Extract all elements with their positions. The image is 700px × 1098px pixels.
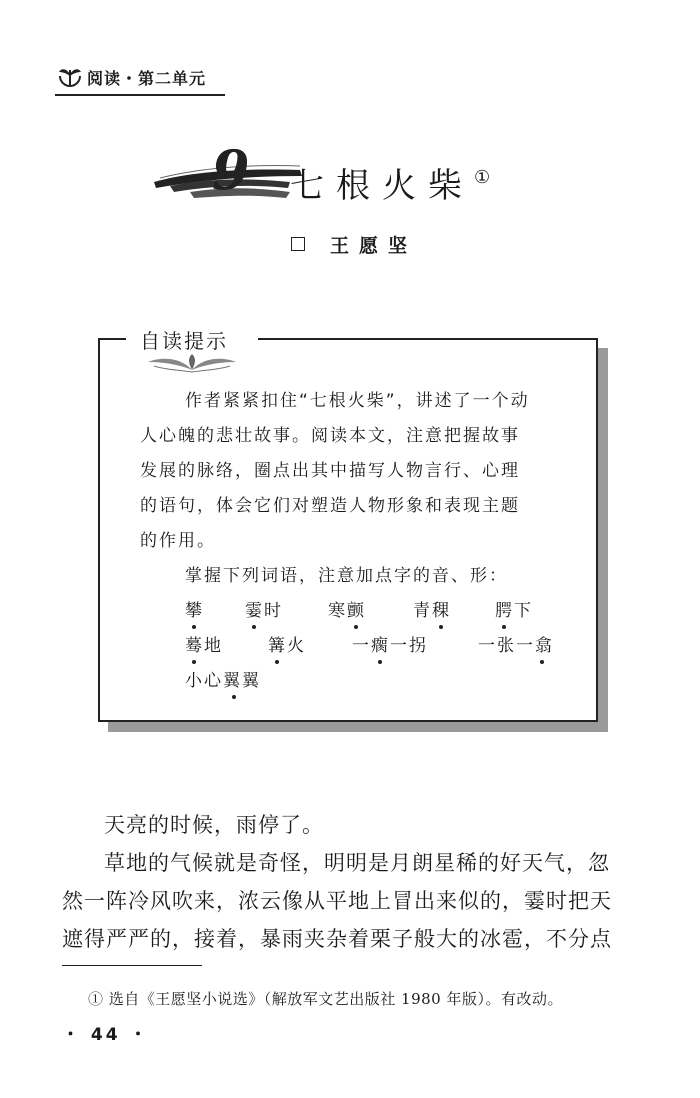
vocab-word: 一瘸一拐 bbox=[352, 636, 428, 656]
body-line: 天亮的时候，雨停了。 bbox=[104, 813, 324, 837]
body-line: 遮得严严的，接着，暴雨夹杂着栗子般大的冰雹，不分点 bbox=[62, 927, 612, 951]
vocab-word: 攀 bbox=[185, 601, 204, 621]
emphasis-dot bbox=[232, 695, 236, 699]
tips-intro-line: 人心魄的悲壮故事。阅读本文，注意把握故事 bbox=[140, 426, 520, 446]
vocab-word: 小心翼翼 bbox=[185, 671, 261, 691]
vocab-heading: 掌握下列词语，注意加点字的音、形： bbox=[185, 566, 508, 586]
section-title: 阅读・第二单元 bbox=[87, 69, 207, 88]
tips-intro-line: 发展的脉络，圈点出其中描写人物言行、心理 bbox=[140, 461, 520, 481]
tips-intro-line: 的语句，体会它们对塑造人物形象和表现主题 bbox=[140, 496, 520, 516]
lesson-title bbox=[290, 158, 490, 206]
vocab-word: 青稞 bbox=[413, 601, 451, 621]
hands-leaf-icon bbox=[57, 64, 83, 88]
vocab-row bbox=[140, 629, 570, 664]
footnote-rule bbox=[62, 965, 202, 966]
footnote-marker: ① bbox=[474, 167, 491, 188]
vocab-word: 蓦地 bbox=[185, 636, 223, 656]
body-line: 然一阵冷风吹来，浓云像从平地上冒出来似的，霎时把天 bbox=[62, 889, 612, 913]
tips-content bbox=[140, 384, 570, 699]
vocab-row bbox=[140, 594, 570, 629]
author-box-mark bbox=[291, 237, 305, 251]
tips-label: 自读提示 bbox=[140, 329, 228, 353]
vocab-word: 霎时 bbox=[245, 601, 283, 621]
tips-intro-line: 的作用。 bbox=[140, 531, 216, 551]
vocab-word: 寒颤 bbox=[328, 601, 366, 621]
vocab-word: 篝火 bbox=[268, 636, 306, 656]
tips-intro-line: 作者紧紧扣住“七根火柴”，讲述了一个动 bbox=[185, 391, 530, 411]
lesson-number: 9 bbox=[212, 138, 250, 202]
vocab-word: 腭下 bbox=[495, 601, 533, 621]
story-body bbox=[62, 806, 664, 958]
body-line: 草地的气候就是奇怪，明明是月朗星稀的好天气，忽 bbox=[104, 851, 610, 875]
floral-ornament-icon bbox=[142, 352, 242, 374]
author-name: 王愿坚 bbox=[330, 235, 418, 257]
footnote: ① 选自《王愿坚小说选》（解放军文艺出版社 1980 年版）。有改动。 bbox=[88, 990, 563, 1008]
vocab-word: 一张一翕 bbox=[478, 636, 554, 656]
running-header bbox=[55, 60, 225, 96]
vocab-row bbox=[140, 664, 570, 699]
page-number: ・ 44 ・ bbox=[62, 1025, 150, 1045]
lesson-title-text: 七根火柴 bbox=[290, 166, 474, 206]
